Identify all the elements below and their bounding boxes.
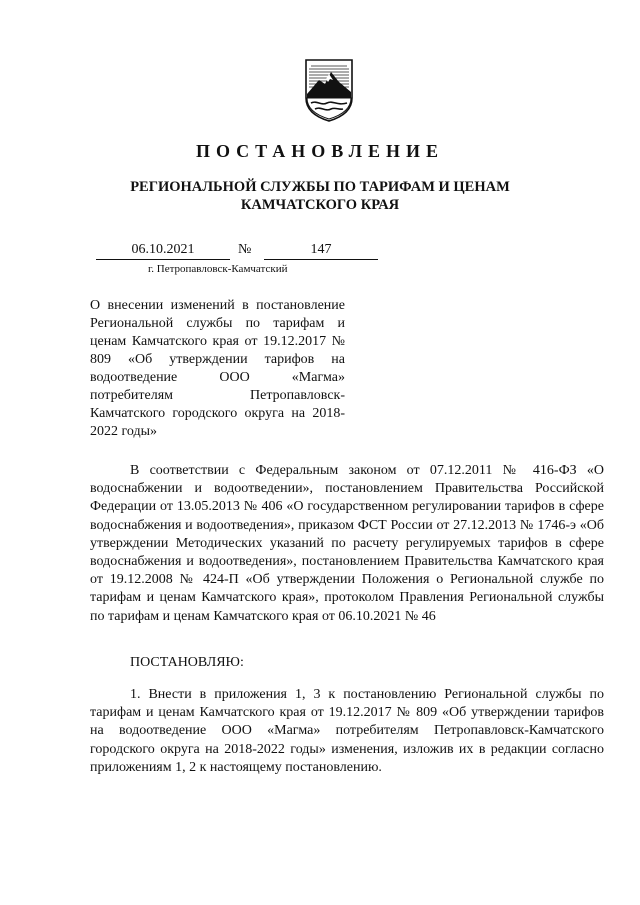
issue-city: г. Петропавловск-Камчатский	[148, 263, 288, 275]
document-subject: О внесении изменений в постановление Региональной службы по тарифам и ценам Камчатского края от 19.12.2017 № 809 «Об утверждении тарифов на водоотведение ООО «Магма» потребителям Петропавловск-Камчатского городского округа на 2018-2022 годы»	[90, 298, 345, 439]
preamble-paragraph: В соответствии с Федеральным законом от 07.12.2011 № 416-ФЗ «О водоснабжении и водоотведении», постановлением Правительства Российской Федерации от 13.05.2013 № 406 «О государственном регулировании тарифов в сфере водоснабжения и водоотведения», приказом ФСТ России от 27.12.2013 № 1746-э «Об утверждении Методических указаний по расчету регулируемых тарифов в сфере водоснабжения и водоотведения», постановлением Правительства Камчатского края от 19.12.2008 № 424-П «Об утверждении Положения о Региональной службе по тарифам и ценам Камчатского края», протоколом Правления Региональной службы по тарифам и ценам Камчатского края от 06.10.2021 № 46	[90, 463, 604, 624]
coat-of-arms-emblem	[303, 58, 355, 122]
authority-line-2: КАМЧАТСКОГО КРАЯ	[240, 197, 400, 213]
item-1-paragraph: 1. Внести в приложения 1, 3 к постановлению Региональной службы по тарифам и ценам Камчатского края от 19.12.2017 № 809 «Об утверждении тарифов на водоотведение ООО «Магма» потребителям Петропавловск-Камчатского городского округа на 2018-2022 годы» изменения, изложив их в редакции согласно приложениям 1, 2 к настоящему постановлению.	[90, 687, 604, 775]
number-sign: №	[238, 242, 252, 257]
document-number: 147	[264, 242, 378, 260]
decree-word: ПОСТАНОВЛЯЮ:	[130, 655, 244, 670]
document-date: 06.10.2021	[96, 242, 230, 260]
authority-line-1: РЕГИОНАЛЬНОЙ СЛУЖБЫ ПО ТАРИФАМ И ЦЕНАМ	[130, 179, 510, 195]
document-title: ПОСТАНОВЛЕНИЕ	[195, 141, 445, 161]
issuing-authority	[0, 178, 640, 214]
